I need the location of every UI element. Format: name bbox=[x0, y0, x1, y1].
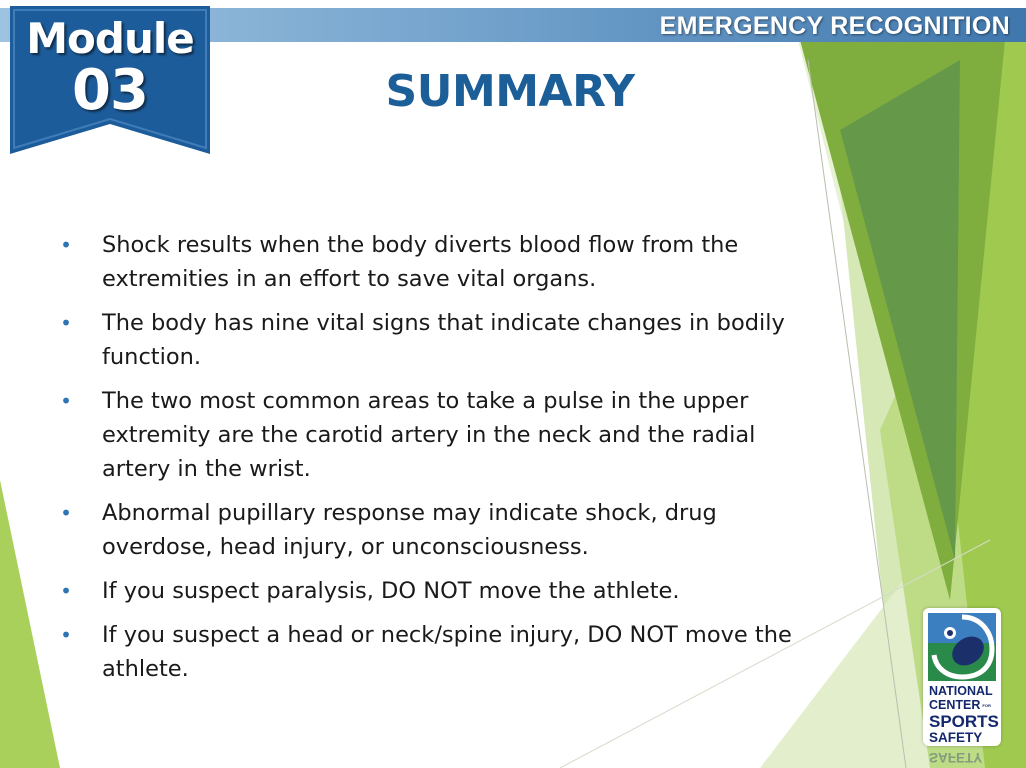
bullet-text: The body has nine vital signs that indicate changes in bodily function. bbox=[102, 310, 785, 370]
module-word: Module bbox=[26, 14, 194, 63]
bullet-marker-icon: • bbox=[60, 233, 72, 257]
logo-text-for: FOR bbox=[982, 702, 991, 708]
logo-reflection: SAFETY bbox=[929, 750, 983, 765]
bullet-item bbox=[56, 496, 816, 564]
module-number: 03 bbox=[72, 58, 148, 123]
bullet-item bbox=[56, 618, 816, 686]
bullet-text: If you suspect paralysis, DO NOT move the athlete. bbox=[102, 578, 680, 604]
ncss-logo bbox=[923, 608, 1001, 746]
logo-text-national: NATIONAL bbox=[929, 684, 993, 698]
bullet-item bbox=[56, 228, 816, 296]
bullet-marker-icon: • bbox=[60, 623, 72, 647]
bullet-marker-icon: • bbox=[60, 579, 72, 603]
summary-bullet-list bbox=[56, 228, 816, 696]
bullet-text: Shock results when the body diverts blood flow from the extremities in an effort to save vital organs. bbox=[102, 232, 739, 292]
logo-text-sports: SPORTS bbox=[929, 712, 999, 731]
bullet-marker-icon: • bbox=[60, 389, 72, 413]
logo-emblem-icon bbox=[928, 613, 996, 681]
logo-text-center: CENTER FOR bbox=[929, 698, 991, 712]
section-title: EMERGENCY RECOGNITION bbox=[659, 12, 1010, 40]
bullet-item bbox=[56, 574, 816, 608]
bullet-item bbox=[56, 384, 816, 486]
bullet-text: Abnormal pupillary response may indicate shock, drug overdose, head injury, or unconsciousness. bbox=[102, 500, 717, 560]
module-badge bbox=[10, 6, 210, 154]
bullet-item bbox=[56, 306, 816, 374]
bullet-text: The two most common areas to take a pulse in the upper extremity are the carotid artery in the neck and the radial artery in the wrist. bbox=[102, 388, 756, 482]
bullet-marker-icon: • bbox=[60, 501, 72, 525]
bullet-text: If you suspect a head or neck/spine injury, DO NOT move the athlete. bbox=[102, 622, 792, 682]
slide-title: SUMMARY bbox=[385, 66, 635, 117]
bullet-marker-icon: • bbox=[60, 311, 72, 335]
logo-text-safety: SAFETY bbox=[929, 730, 983, 745]
